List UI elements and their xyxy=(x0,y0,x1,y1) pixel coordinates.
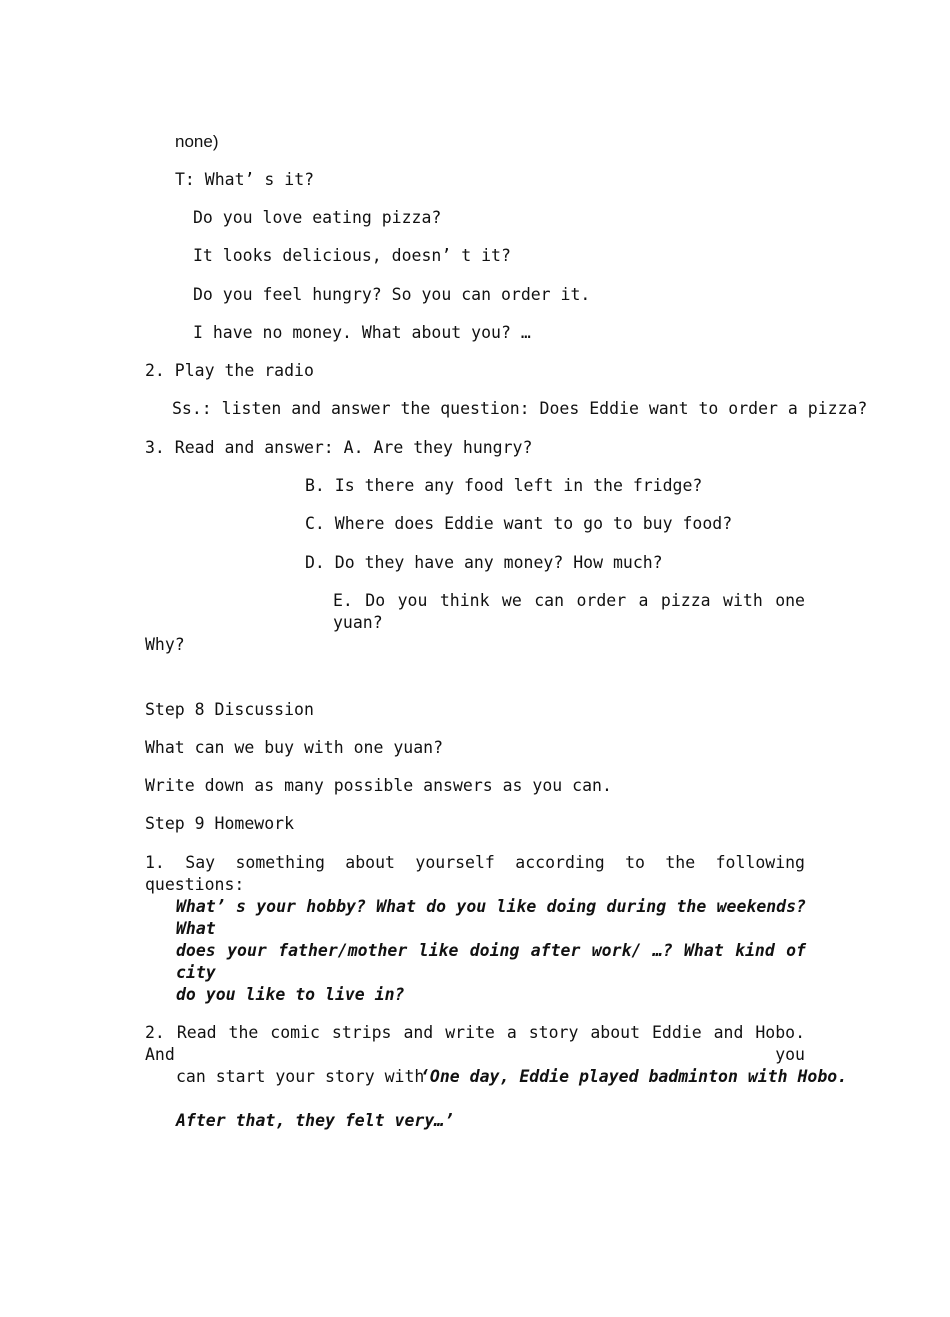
text-line: Do you feel hungry? So you can order it. xyxy=(193,285,591,304)
text-line: I have no money. What about you? … xyxy=(193,323,531,342)
section-heading: Step 9 Homework xyxy=(145,814,295,833)
text-line: 2. Read the comic strips and write a story about Eddie and Hobo. And you xyxy=(145,1023,805,1064)
text-line: E. Do you think we can order a pizza with one yuan? xyxy=(333,591,805,632)
section-heading: Step 8 Discussion xyxy=(145,700,314,719)
text-line: 3. Read and answer: A. Are they hungry? xyxy=(145,438,533,457)
text-line: none) xyxy=(175,132,219,151)
text-line: T: What’ s it? xyxy=(175,170,315,189)
text-line: C. Where does Eddie want to go to buy food? xyxy=(305,514,733,533)
text-line: Do you love eating pizza? xyxy=(193,208,442,227)
text-line: It looks delicious, doesn’ t it? xyxy=(193,246,511,265)
text-line: D. Do they have any money? How much? xyxy=(305,553,663,572)
text-line: What can we buy with one yuan? xyxy=(145,738,444,757)
text-line: Ss.: listen and answer the question: Does Eddie want to order a pizza? xyxy=(172,399,868,418)
text-line: 2. Play the radio xyxy=(145,361,314,380)
text-line: What’ s your hobby? What do you like doing during the weekends? What xyxy=(176,897,806,938)
text-line: ‘One day, Eddie played badminton with Hobo. xyxy=(420,1067,848,1086)
text-line: Write down as many possible answers as you can. xyxy=(145,776,612,795)
text-line: can start your story with xyxy=(176,1067,435,1086)
text-line: does your father/mother like doing after work/ …? What kind of city xyxy=(176,941,806,982)
text-line: do you like to live in? xyxy=(176,985,405,1004)
text-line: Why? xyxy=(145,635,185,654)
text-line: B. Is there any food left in the fridge? xyxy=(305,476,703,495)
text-line: 1. Say something about yourself according to the following questions: xyxy=(145,853,805,894)
text-line: After that, they felt very…’ xyxy=(176,1111,455,1130)
